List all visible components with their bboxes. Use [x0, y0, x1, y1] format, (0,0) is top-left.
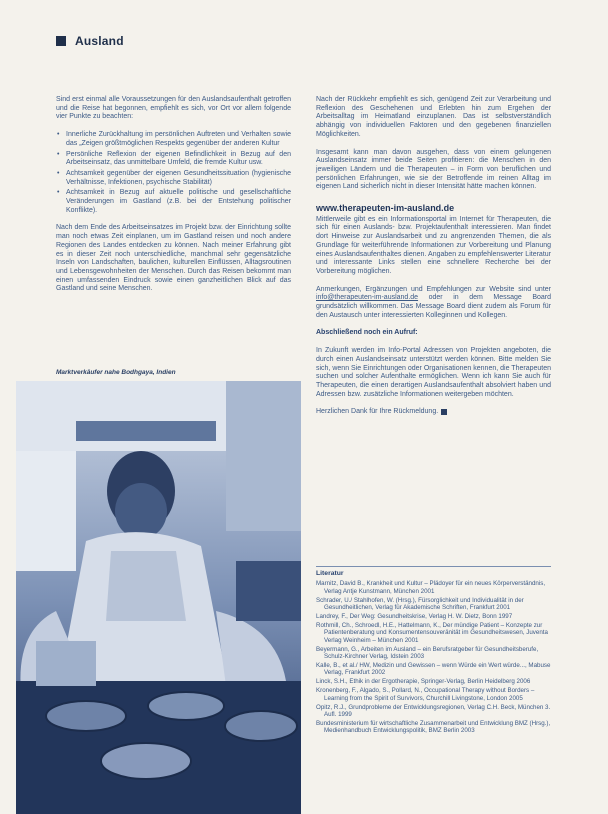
advice-item: • Persönliche Reflexion der eigenen Befindlichkeit in Bezug auf den Arbeitseinsatz, das unmittelbare Umfeld, die fremde Kultur usw.: [66, 151, 291, 168]
literature-entry: Kalle, B., et al./ HW, Medizin und Gewissen – wenn Würde ein Wert würde..., Mabuse Verlag, Frankfurt 2002: [316, 661, 551, 677]
contact-paragraph: [316, 286, 551, 321]
literature-entry: Rothmill, Ch., Schroedl, H.E., Hattelmann, K., Der mündige Patient – Konzepte zur Patientenberatung und Konsumentensouveränität im Gesundheitswesen, Juventa Verlag Weinheim – München 2001: [316, 621, 548, 644]
return-paragraph: Nach der Rückkehr empfiehlt es sich, genügend Zeit zur Verarbeitung und Reflexion des Geschehenen und Erlebten hin zum Ergehen der Arbeitsalltag im Heimatland einzuplanen. Das ist selbstverständlich abhängig von individuellen Faktoren und den gegebenen finanziellen Möglichkeiten.: [316, 96, 551, 138]
section-marker-square: [56, 36, 66, 46]
left-column: [56, 96, 291, 303]
email-link[interactable]: info@therapeuten-im-ausland.de: [316, 294, 419, 302]
section-title: Ausland: [75, 34, 124, 48]
closing-paragraph: Nach dem Ende des Arbeitseinsatzes im Projekt bzw. der Einrichtung sollte man noch etwas Zeit einplanen, um im Gastland reisen und noch andere Regionen des Landes entdecken zu können. Nach meiner Erfahrung gibt es in dieser Zeit noch unterschiedliche, manchmal sehr gegensätzliche Inseln von Landschaften, baulichen, kulturellen Einflüssen, Alltagsroutinen und Lebensgewohnheiten der Menschen. Durch das Reisen bekommt man einen umfassenden Eindruck sowie einen ganzheitlichen Blick auf das Gastland und seine Menschen.: [56, 224, 291, 293]
thanks-line: [316, 408, 551, 417]
literature-entry: Opitz, R.J., Grundprobleme der Entwicklungsregionen, Verlag C.H. Beck, München 3. Aufl. 1999: [316, 703, 551, 718]
literature-entry: Landrey, F., Der Weg: Gesundheitskrise, Verlag H. W. Dietz, Bonn 1997: [316, 613, 513, 621]
advice-list: [56, 131, 291, 215]
section-header: [56, 34, 124, 48]
literature-entry: Bundesministerium für wirtschaftliche Zusammenarbeit und Entwicklung BMZ (Hrsg.), Medienhandbuch Entwicklungspolitik, BMZ Berlin 2003: [316, 719, 551, 735]
right-column: [316, 96, 551, 426]
advice-item: • Innerliche Zurückhaltung im persönlichen Auftreten und Verhalten sowie das „Zeigen größtmöglichen Respekts gegenüber der anderen Kultur: [66, 131, 291, 148]
literature-entry: Schrader, U./ Stahlhofen, W. (Hrsg.), Fürsorglichkeit und Individualität in der Gesundheitlichen, Verlag für Akademische Schriften, Frankfurt 2001: [316, 596, 524, 612]
literature-entry: Linck, S.H., Ethik in der Ergotherapie, Springer-Verlag, Berlin Heidelberg 2006: [316, 678, 531, 686]
contact-text-post: oder in dem Message Board grundsätzlich willkommen. Das Message Board dient zudem als Forum für den Austausch unter interessierten Kolleginnen und Kollegen.: [316, 294, 551, 319]
photo-illustration: [16, 381, 301, 814]
advice-item: • Achtsamkeit in Bezug auf aktuelle politische und gesellschaftliche Veränderungen im Gastland (z.B. bei der Entstehung politischer Konflikte).: [66, 189, 291, 215]
literature-entry: Marnitz, David B., Krankheit und Kultur – Plädoyer für ein neues Körperverständnis, Verlag Antje Kunstmann, München 2001: [316, 580, 546, 595]
literature-list: [316, 580, 551, 734]
advice-item: • Achtsamkeit gegenüber der eigenen Gesundheitssituation (hygienische Verhältnisse, Infektionen, psychische Stabilität): [66, 170, 291, 187]
thanks-text: Herzlichen Dank für Ihre Rückmeldung.: [316, 408, 439, 416]
literature-entry: Beyermann, G., Arbeiten im Ausland – ein Berufsratgeber für Gesundheitsberufe, Schulz-Kirchner Verlag, Idstein 2003: [316, 645, 539, 661]
literature-entry: Kronenberg, F., Algado, S., Pollard, N., Occupational Therapy without Borders – Learning from the Spirit of Survivors, Churchill Livingstone, London 2005: [316, 687, 535, 702]
appeal-heading: Abschließend noch ein Aufruf:: [316, 329, 418, 337]
website-heading[interactable]: www.therapeuten-im-ausland.de: [316, 203, 455, 214]
appeal-paragraph: In Zukunft werden im Info-Portal Adressen von Projekten angeboten, die durch einen Auslandseinsatz unterstützt werden können. Bitte melden Sie sich, wenn Sie Einrichtungen oder Organisationen kennen, die Therapeuten suchen und solcher Aufenthalte ermöglichen. Wenn ich kann Sie auch für Therapeuten, die einen derartigen Auslandsaufenthalt absolviert haben und Adressen bzw. zusätzliche Informationen weitergeben möchten.: [316, 347, 551, 398]
contact-text-pre: Anmerkungen, Ergänzungen und Empfehlungen zur Website sind unter: [316, 285, 551, 293]
end-of-article-square: [441, 409, 447, 415]
market-vendor-photo: [16, 381, 301, 814]
website-paragraph: Mittlerweile gibt es ein Informationsportal im Internet für Therapeuten, die sich für einen Auslands- bzw. Projektaufenthalt interessieren. Man findet dort Hinweise zur Auslandsarbeit und zu angrenzenden Themen, die als Grundlage für weiterführende Informationen zur Vorbereitung und Planung eines Auslandsaufenthaltes dienen. Angaben zu empfehlenswerter Literatur und interessante Links stellen eine schnellere Recherche bei der Vorbereitung möglichen.: [316, 215, 551, 275]
literature-title: Literatur: [316, 566, 551, 577]
intro-paragraph: Sind erst einmal alle Voraussetzungen für den Auslandsaufenthalt getroffen und die Reise hat begonnen, empfiehlt es sich, vor Ort vor allem folgende vier Punkte zu beachten:: [56, 96, 291, 121]
benefit-paragraph: Insgesamt kann man davon ausgehen, dass von einem gelungenen Auslandseinsatz immer beide Seiten profitieren: die Menschen in den jeweiligen Ländern und die Therapeuten – in Form von beruflichen und persönlichen Erfahrungen, wie sie der Betroffende im reinen Alltag im eigenen Land sicherlich nicht in dieser Intensität hätte machen können.: [316, 148, 551, 191]
literature-section: [316, 566, 551, 736]
photo-caption: Marktverkäufer nahe Bodhgaya, Indien: [56, 369, 176, 376]
